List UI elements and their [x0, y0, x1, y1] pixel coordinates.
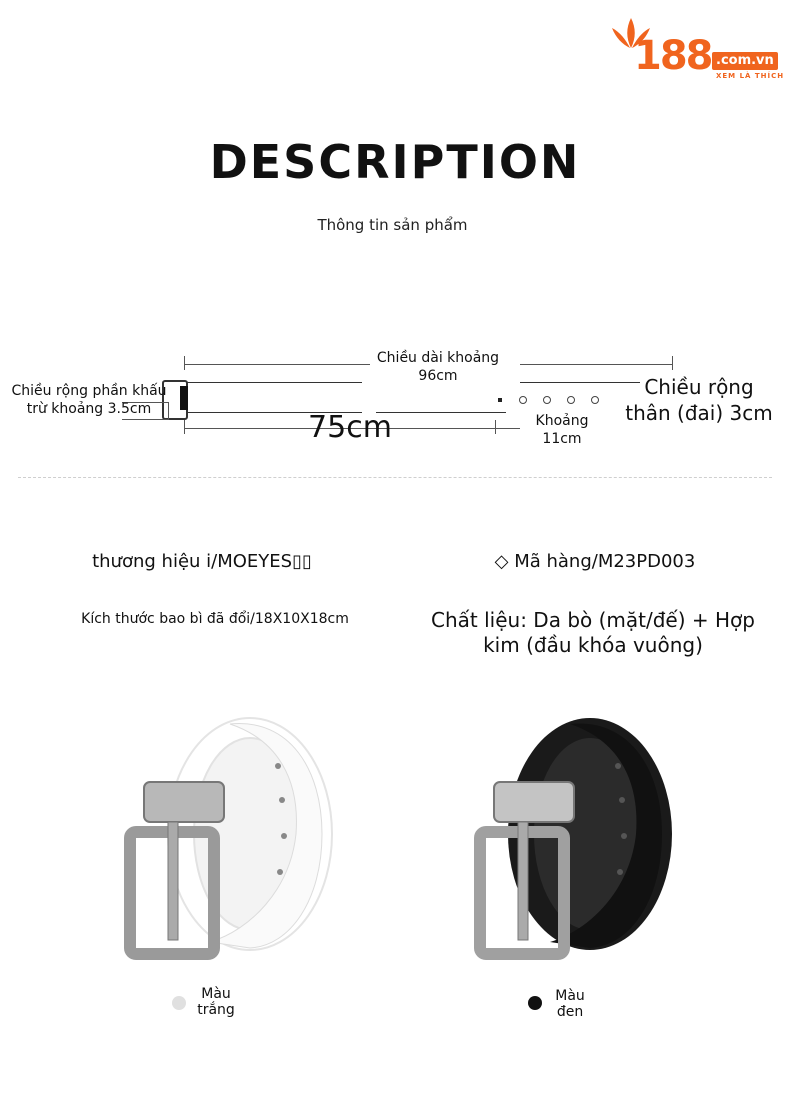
hole-spacing-label: Khoảng 11cm: [535, 413, 589, 447]
site-logo[interactable]: [606, 14, 786, 84]
sku-spec: ◇ Mã hàng/M23PD003: [494, 551, 696, 572]
logo-number: 188: [634, 33, 712, 79]
brand-spec: thương hiệu i/MOEYES▯▯: [92, 551, 312, 572]
white-color-swatch[interactable]: [172, 996, 186, 1010]
belt-hole: [567, 396, 575, 404]
page-subtitle: Thông tin sản phẩm: [317, 216, 468, 234]
belt-tip-mark: [498, 398, 502, 402]
length-label: Chiều dài khoảng 96cm: [376, 350, 500, 384]
black-belt-image[interactable]: [440, 710, 680, 970]
buckle-width-label: Chiều rộng phần khấu trừ khoảng 3.5cm: [11, 383, 167, 417]
body-width-label: Chiều rộng thân (đai) 3cm: [625, 375, 773, 425]
dimension-tick: [184, 420, 185, 434]
logo-domain: .com.vn: [712, 52, 778, 70]
belt-outline: [186, 382, 362, 383]
buckle-bar: [180, 386, 188, 410]
belt-hole: [591, 396, 599, 404]
dimension-line: [184, 364, 370, 365]
dimension-line: [520, 364, 672, 365]
section-divider: [18, 477, 772, 478]
material-spec: Chất liệu: Da bò (mặt/đế) + Hợp kim (đầu khóa vuông): [431, 608, 755, 657]
white-belt-image[interactable]: [100, 710, 340, 970]
package-size-spec: Kích thước bao bì đã đổi/18X10X18cm: [81, 611, 349, 627]
belt-hole: [543, 396, 551, 404]
belt-hole: [519, 396, 527, 404]
white-color-label: Màu trắng: [197, 986, 235, 1018]
dimension-tick: [495, 420, 496, 434]
belt-dimension-diagram: [0, 340, 790, 460]
black-color-label: Màu đen: [555, 988, 585, 1020]
page-title: DESCRIPTION: [209, 135, 581, 189]
dimension-tick: [672, 356, 673, 370]
main-length-label: 75cm: [308, 410, 392, 445]
dimension-tick: [184, 356, 185, 370]
logo-tagline: XEM LÀ THÍCH: [716, 72, 785, 80]
dimension-line: [496, 428, 520, 429]
